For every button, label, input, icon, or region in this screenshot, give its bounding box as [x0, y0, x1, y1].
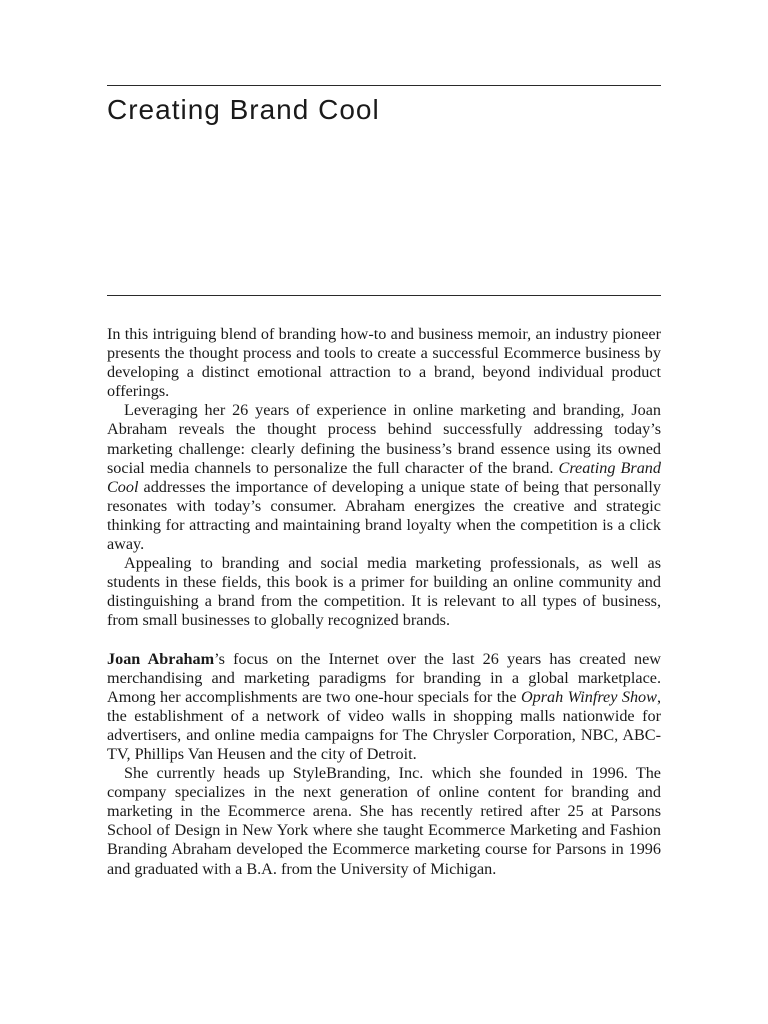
- bio-paragraph-1: [107, 650, 661, 765]
- bio-paragraph-1-start: ’s focus on the Internet over the last 26 years has created new merchandising and marketing paradigms for branding in a global marketplace. Among her accomplishments are two one-hour specials for the: [107, 649, 661, 706]
- bio-paragraph-2: She currently heads up StyleBranding, Inc. which she founded in 1996. The company specializes in the next generation of online content for branding and marketing in the Ecommerce arena. She has recently retired after 25 at Parsons School of Design in New York where she taught Ecommerce Marketing and Fashion Branding Abraham developed the Ecommerce marketing course for Parsons in 1996 and graduated with a B.A. from the University of Michigan.: [107, 764, 661, 878]
- section-gap: [107, 631, 661, 650]
- bottom-rule: [107, 295, 661, 296]
- show-title-italic: Oprah Winfrey Show: [520, 687, 657, 706]
- book-title-italic: Creating Brand Cool: [107, 458, 661, 496]
- cover-copy: [107, 325, 661, 879]
- description-paragraph-2-end: addresses the importance of developing a unique state of being that personally resonates with today’s consumer. Abraham energizes the creative and strategic thinking for attracting and maintaining brand loyalty when the competition is a click away.: [107, 477, 662, 554]
- description-paragraph-1: In this intriguing blend of branding how-to and business memoir, an industry pioneer presents the thought process and tools to create a successful Ecommerce business by developing a distinct emotional attraction to a brand, beyond individual product offerings.: [107, 325, 661, 401]
- description-paragraph-2: [107, 401, 661, 554]
- top-rule: [107, 85, 661, 86]
- description-paragraph-3: Appealing to branding and social media marketing professionals, as well as students in these fields, this book is a primer for building an online community and distinguishing a brand from the competition. It is relevant to all types of business, from small businesses to globally recognized brands.: [107, 554, 661, 630]
- description-paragraph-2-start: Leveraging her 26 years of experience in online marketing and branding, Joan Abraham reveals the thought process behind successfully addressing today’s marketing challenge: clearly defining the business’s brand essence using its owned social media channels to personalize the full character of the brand.: [107, 401, 661, 477]
- author-name: Joan Abraham: [107, 649, 215, 668]
- page-title: Creating Brand Cool: [107, 94, 380, 125]
- bio-paragraph-1-end: , the establishment of a network of video walls in shopping malls nationwide for advertisers, and online media campaigns for The Chrysler Corporation, NBC, ABC-TV, Phillips Van Heusen and the city of Detroit.: [107, 687, 661, 763]
